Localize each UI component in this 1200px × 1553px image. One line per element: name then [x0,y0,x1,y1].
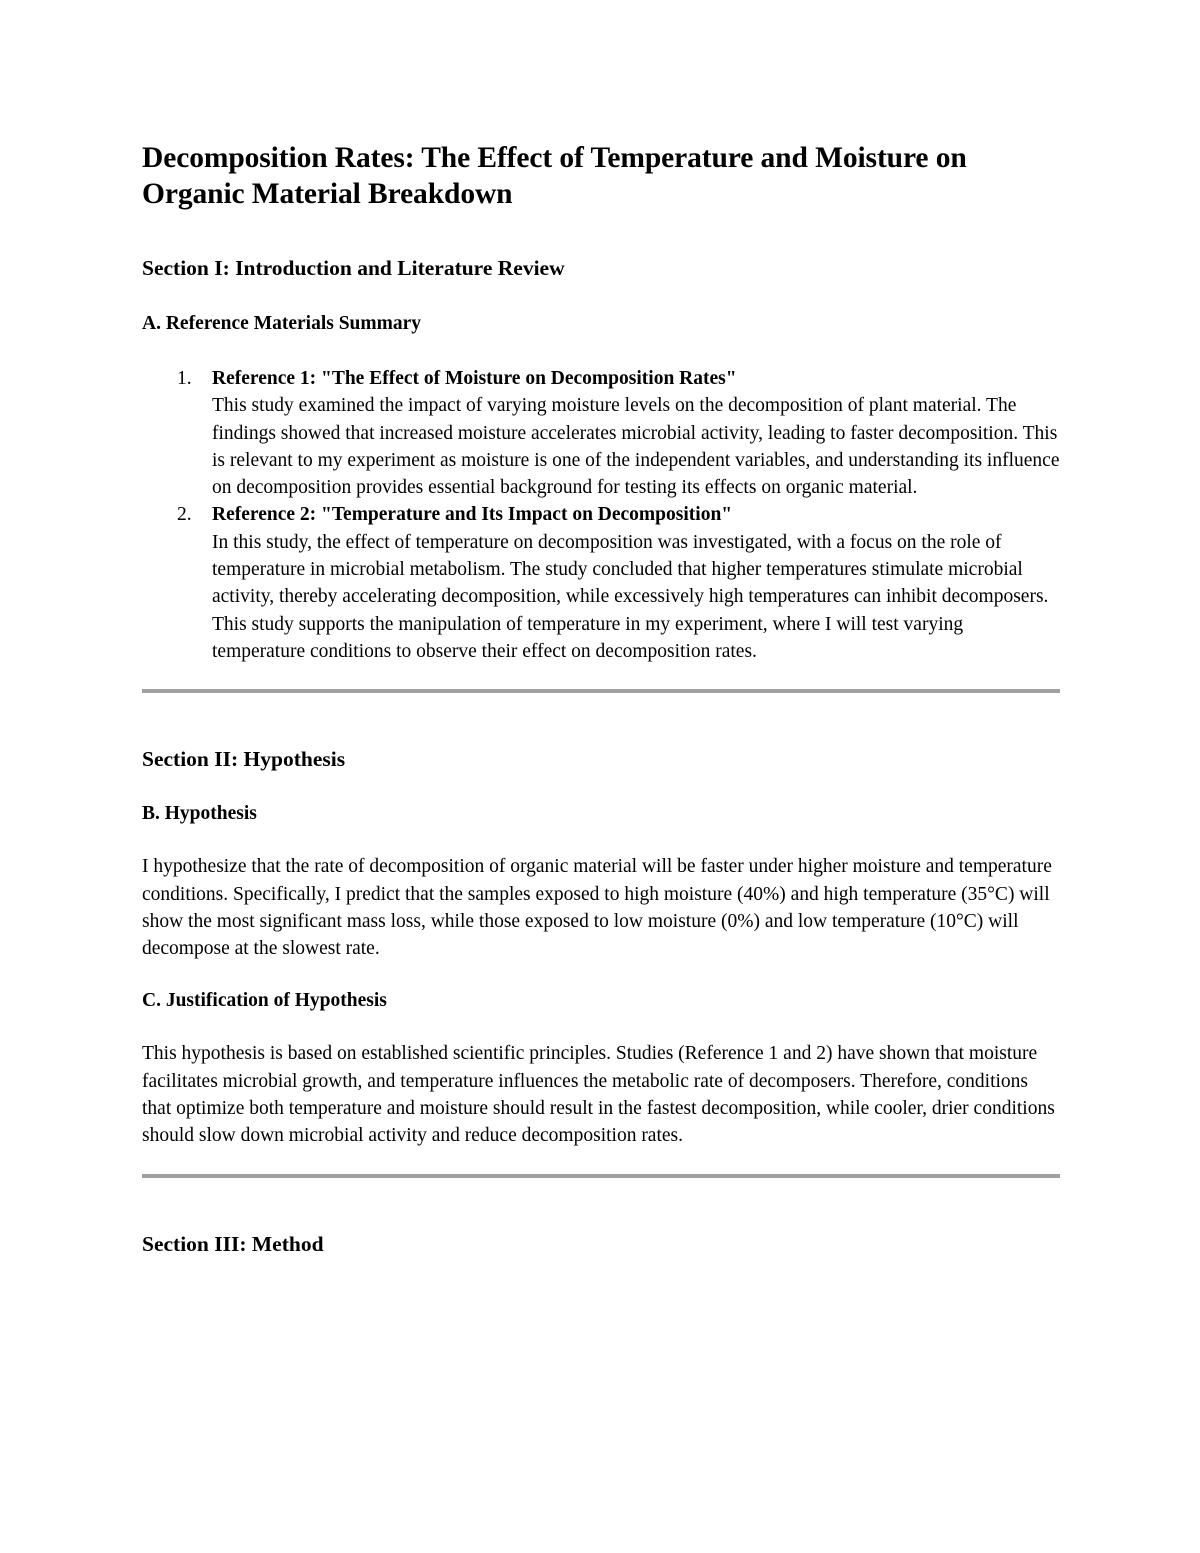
subsection-a-title: A. Reference Materials Summary [142,313,422,334]
reference-number: 1. [177,368,192,389]
subsection-c-title: C. Justification of Hypothesis [142,990,387,1012]
section-3-title: Section III: Method [142,1231,324,1256]
document-page [142,140,1060,1258]
reference-summary: In this study, the effect of temperature on decomposition was investigated, with a focus on the role of temperature in microbial metabolism. The study concluded that higher temperatures stimulate microbial activity, thereby accelerating decomposition, while excessively high temperatures can inhibit decomposers. This study supports the manipulation of temperature in my experiment, where I will test varying temperature conditions to observe their effect on decomposition rates. [212,531,1049,662]
reference-title: Reference 1: "The Effect of Moisture on Decomposition Rates" [212,368,737,389]
justification-paragraph: This hypothesis is based on established scientific principles. Studies (Reference 1 and 2) have shown that moisture facilitates microbial growth, and temperature influences the metabolic rate of decomposers. Therefore, conditions that optimize both temperature and moisture should result in the fastest decomposition, while cooler, drier conditions should slow down microbial activity and reduce decomposition rates. [142,1043,1055,1147]
reference-item-2 [142,501,1060,665]
reference-number: 2. [177,504,192,526]
subsection-b-title: B. Hypothesis [142,803,257,825]
document-title: Decomposition Rates: The Effect of Temperature and Moisture on Organic Material Breakdown [142,142,967,210]
reference-summary: This study examined the impact of varying moisture levels on the decomposition of plant material. The findings showed that increased moisture accelerates microbial activity, leading to faster decomposition. This is relevant to my experiment as moisture is one of the independent variables, and understanding its influence on decomposition provides essential background for testing its effects on organic material. [212,395,1060,499]
section-2-title: Section II: Hypothesis [142,747,346,772]
reference-title: Reference 2: "Temperature and Its Impact on Decomposition" [212,504,733,526]
reference-list [142,365,1060,665]
reference-item-1 [142,365,1060,501]
section-1-title: Section I: Introduction and Literature Review [142,256,565,280]
hypothesis-paragraph: I hypothesize that the rate of decomposition of organic material will be faster under higher moisture and temperature conditions. Specifically, I predict that the samples exposed to high moisture (40%) and high temperature (35°C) will show the most significant mass loss, while those exposed to low moisture (0%) and low temperature (10°C) will decompose at the slowest rate. [142,856,1052,960]
